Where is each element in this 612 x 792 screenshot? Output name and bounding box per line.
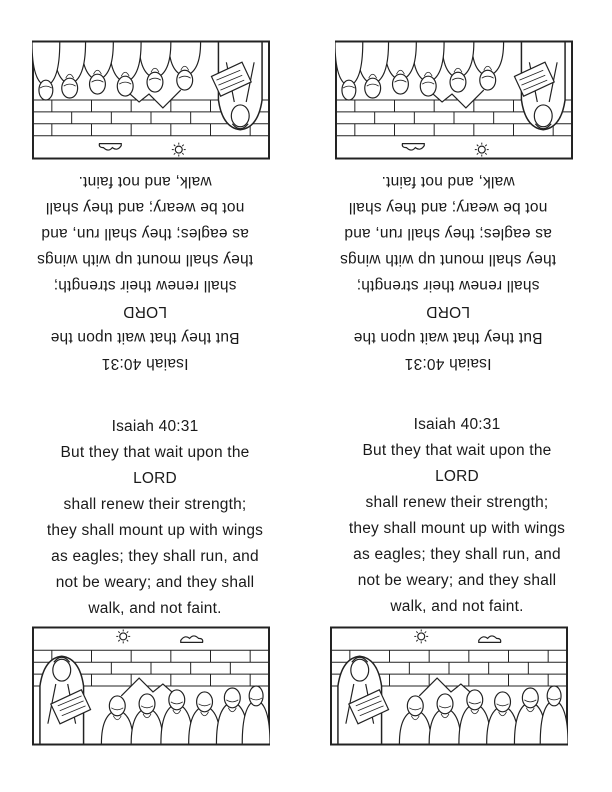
verse-line: as eagles; they shall run, and [41, 225, 249, 242]
verse-line: as eagles; they shall run, and [51, 548, 259, 565]
verse-reference: Isaiah 40:31 [101, 355, 189, 372]
verse-line: shall renew their strength; [53, 277, 237, 294]
scripture-reading-scene-icon [330, 626, 568, 746]
verse-line: as eagles; they shall run, and [353, 546, 561, 563]
scripture-reading-scene-icon [32, 40, 270, 160]
verse-line: they shall mount up with wings [348, 520, 566, 537]
verse-line: not be weary; and they shall [45, 199, 245, 216]
verse-line: not be weary; and they shall [55, 574, 255, 591]
verse-line: they shall mount up with wings [36, 251, 254, 268]
bookmark-verse-bottom-right [312, 412, 602, 620]
verse-line: not be weary; and they shall [348, 199, 548, 216]
verse-line: walk, and not faint. [390, 598, 524, 615]
bookmark-verse-bottom-left [10, 414, 300, 622]
verse-line: shall renew their strength; [356, 277, 540, 294]
verse-line: walk, and not faint. [381, 173, 515, 190]
verse-reference: Isaiah 40:31 [413, 416, 501, 433]
verse-line: LORD [133, 470, 177, 487]
verse-line: LORD [123, 303, 167, 320]
scripture-reading-scene-icon [32, 626, 270, 746]
verse-line: But they that wait upon the [362, 442, 552, 459]
verse-line: walk, and not faint. [88, 600, 222, 617]
verse-line: not be weary; and they shall [357, 572, 557, 589]
scripture-reading-scene-icon [335, 40, 573, 160]
verse-line: shall renew their strength; [365, 494, 549, 511]
bookmark-verse-top-right-inverted [303, 168, 593, 376]
verse-line: they shall mount up with wings [339, 251, 557, 268]
bookmark-verse-top-left-inverted [0, 168, 290, 376]
verse-line: LORD [426, 303, 470, 320]
verse-line: they shall mount up with wings [46, 522, 264, 539]
verse-line: But they that wait upon the [353, 329, 543, 346]
verse-line: LORD [435, 468, 479, 485]
verse-line: shall renew their strength; [63, 496, 247, 513]
verse-line: as eagles; they shall run, and [344, 225, 552, 242]
verse-line: walk, and not faint. [78, 173, 212, 190]
verse-reference: Isaiah 40:31 [111, 418, 199, 435]
verse-line: But they that wait upon the [60, 444, 250, 461]
verse-reference: Isaiah 40:31 [404, 355, 492, 372]
verse-line: But they that wait upon the [50, 329, 240, 346]
